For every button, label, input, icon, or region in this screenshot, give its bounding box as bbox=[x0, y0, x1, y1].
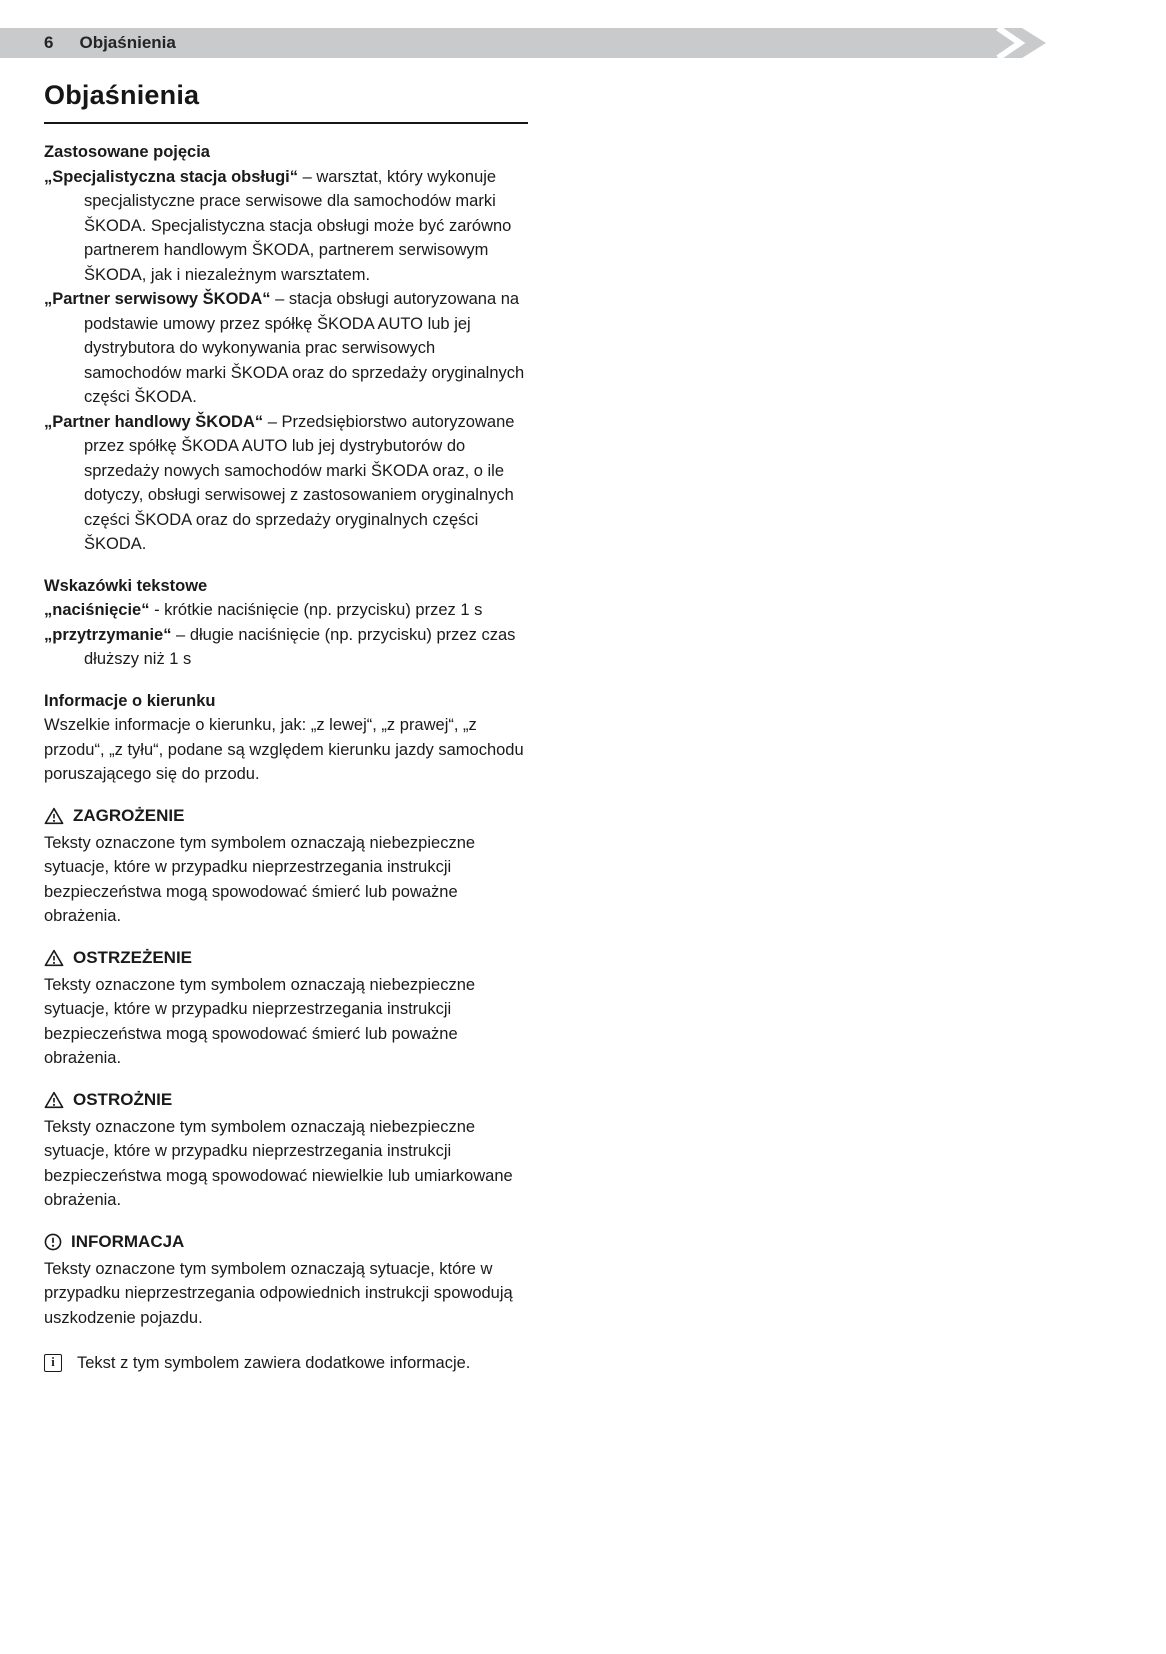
circle-exclamation-icon bbox=[44, 1233, 62, 1251]
warning-triangle-icon bbox=[44, 1091, 64, 1109]
warning-ostrzezenie bbox=[44, 948, 528, 1071]
warning-heading-text: ZAGROŻENIE bbox=[73, 805, 185, 825]
direction-text: Wszelkie informacje o kierunku, jak: „z lewej“, „z prawej“, „z przodu“, „z tyłu“, podane są względem kierunku jazdy samochodu poruszającego się do przodu. bbox=[44, 716, 524, 783]
term-label: „Partner handlowy ŠKODA“ bbox=[44, 412, 264, 431]
warning-triangle-icon bbox=[44, 807, 64, 825]
section-heading-terms: Zastosowane pojęcia bbox=[44, 143, 210, 161]
hint-label: „przytrzymanie“ bbox=[44, 625, 172, 644]
warning-zagrozenie bbox=[44, 806, 528, 929]
hint-text: - krótkie naciśnięcie (np. przycisku) przez 1 s bbox=[149, 601, 483, 619]
page-number: 6 bbox=[44, 33, 54, 52]
hint-label: „naciśnięcie“ bbox=[44, 601, 150, 619]
term-definition bbox=[44, 287, 528, 410]
term-definition bbox=[44, 165, 528, 288]
section-heading-direction: Informacje o kierunku bbox=[44, 691, 216, 710]
warning-ostroznie bbox=[44, 1090, 528, 1213]
warning-text: Teksty oznaczone tym symbolem oznaczają niebezpieczne sytuacje, które w przypadku nieprzestrzegania instrukcji bezpieczeństwa mogą spowodować niewielkie lub umiarkowane obrażenia. bbox=[44, 1117, 513, 1209]
warning-triangle-icon bbox=[44, 949, 64, 967]
term-text: – Przedsiębiorstwo autoryzowane przez spółkę ŠKODA AUTO lub jej dystrybutorów do sprzedaży nowych samochodów marki ŠKODA oraz, o ile dotyczy, obsługi serwisowej z zastosowaniem oryginalnych części ŠKODA oraz do sprzedaży oryginalnych części ŠKODA. bbox=[84, 412, 515, 553]
term-definition bbox=[44, 410, 528, 557]
page-title: Objaśnienia bbox=[44, 80, 528, 124]
warning-heading bbox=[44, 1232, 528, 1252]
running-header bbox=[44, 28, 176, 58]
warning-text: Teksty oznaczone tym symbolem oznaczają niebezpieczne sytuacje, które w przypadku nieprzestrzegania instrukcji bezpieczeństwa mogą spowodować śmierć lub poważne obrażenia. bbox=[44, 833, 476, 925]
section-heading-hints: Wskazówki tekstowe bbox=[44, 576, 208, 595]
term-text: – stacja obsługi autoryzowana na podstawie umowy przez spółkę ŠKODA AUTO lub jej dystrybutora do wykonywania prac serwisowych samochodów marki ŠKODA oraz do sprzedaży oryginalnych części ŠKODA. bbox=[84, 290, 525, 406]
note-text: Tekst z tym symbolem zawiera dodatkowe informacje. bbox=[77, 1354, 471, 1372]
warning-heading-text: INFORMACJA bbox=[71, 1231, 185, 1251]
page-content bbox=[44, 80, 528, 1376]
warning-text: Teksty oznaczone tym symbolem oznaczają niebezpieczne sytuacje, które w przypadku nieprzestrzegania instrukcji bezpieczeństwa mogą spowodować śmierć lub poważne obrażenia. bbox=[44, 975, 476, 1067]
running-header-title: Objaśnienia bbox=[79, 33, 176, 52]
term-text: – warsztat, który wykonuje specjalistyczne prace serwisowe dla samochodów marki ŠKODA. Specjalistyczna stacja obsługi może być zarówno partnerem handlowym ŠKODA, partnerem serwisowym ŠKODA, jak i niezależnym warsztatem. bbox=[84, 167, 512, 284]
warning-heading bbox=[44, 948, 528, 968]
info-box-icon: i bbox=[44, 1354, 62, 1372]
hint-definition bbox=[44, 598, 528, 623]
warning-heading-text: OSTRZEŻENIE bbox=[73, 947, 193, 967]
term-label: „Specjalistyczna stacja obsługi“ bbox=[44, 167, 299, 186]
warning-heading-text: OSTROŻNIE bbox=[73, 1089, 173, 1109]
term-label: „Partner serwisowy ŠKODA“ bbox=[44, 290, 271, 308]
warning-text: Teksty oznaczone tym symbolem oznaczają sytuacje, które w przypadku nieprzestrzegania odpowiednich instrukcji spowodują uszkodzenie pojazdu. bbox=[44, 1259, 513, 1327]
note bbox=[44, 1351, 528, 1376]
hint-definition bbox=[44, 623, 528, 672]
warning-heading bbox=[44, 1090, 528, 1110]
warning-heading bbox=[44, 806, 528, 826]
warning-informacja bbox=[44, 1232, 528, 1331]
hint-text: – długie naciśnięcie (np. przycisku) przez czas dłuższy niż 1 s bbox=[84, 625, 516, 668]
